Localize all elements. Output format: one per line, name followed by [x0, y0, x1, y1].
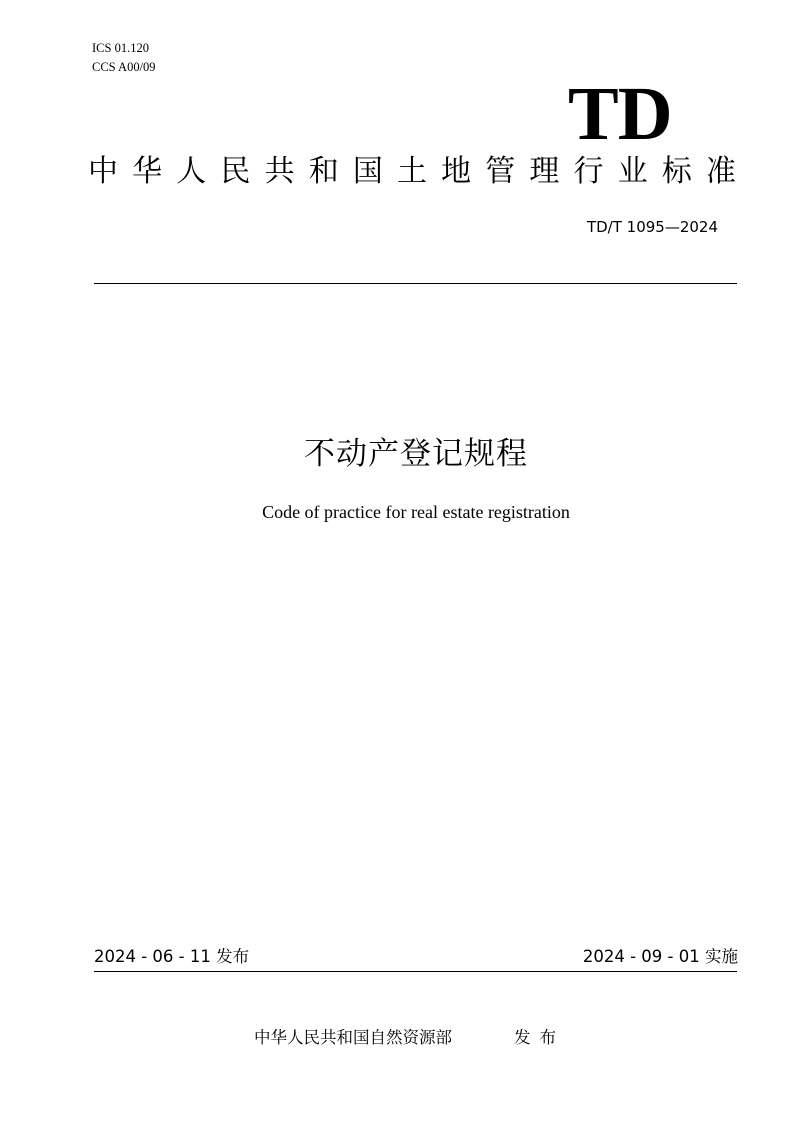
industry-standard-char: 理 — [529, 154, 560, 189]
industry-standard-char: 业 — [617, 154, 648, 189]
issue-label: 发布 — [514, 1028, 565, 1047]
document-title-en: Code of practice for real estate registration — [262, 502, 570, 522]
implementation-date: 2024 - 09 - 01 实施 — [582, 947, 738, 966]
industry-standard-char: 行 — [573, 154, 604, 189]
ics-code: ICS 01.120 — [92, 41, 149, 55]
industry-standard-char: 国 — [352, 154, 383, 189]
industry-standard-char: 准 — [705, 154, 736, 189]
standard-number: TD/T 1095—2024 — [586, 218, 718, 236]
industry-standard-char: 民 — [220, 154, 251, 189]
td-logo: TD — [568, 72, 672, 156]
industry-standard-char: 和 — [308, 154, 339, 189]
industry-standard-char: 共 — [264, 154, 295, 189]
industry-standard-char: 人 — [176, 154, 207, 189]
industry-standard-char: 土 — [396, 154, 427, 189]
publication-date: 2024 - 06 - 11 发布 — [94, 947, 250, 966]
industry-standard-char: 地 — [441, 154, 472, 189]
document-title-cn: 不动产登记规程 — [304, 436, 528, 472]
top-divider — [94, 283, 737, 284]
ccs-code: CCS A00/09 — [92, 60, 156, 74]
issuing-authority: 中华人民共和国自然资源部 — [254, 1028, 452, 1047]
bottom-divider — [94, 971, 737, 972]
industry-standard-char: 标 — [661, 154, 692, 189]
industry-standard-heading — [88, 150, 736, 194]
industry-standard-char: 中 — [88, 154, 118, 189]
industry-standard-char: 华 — [132, 154, 163, 189]
industry-standard-char: 管 — [485, 154, 516, 189]
